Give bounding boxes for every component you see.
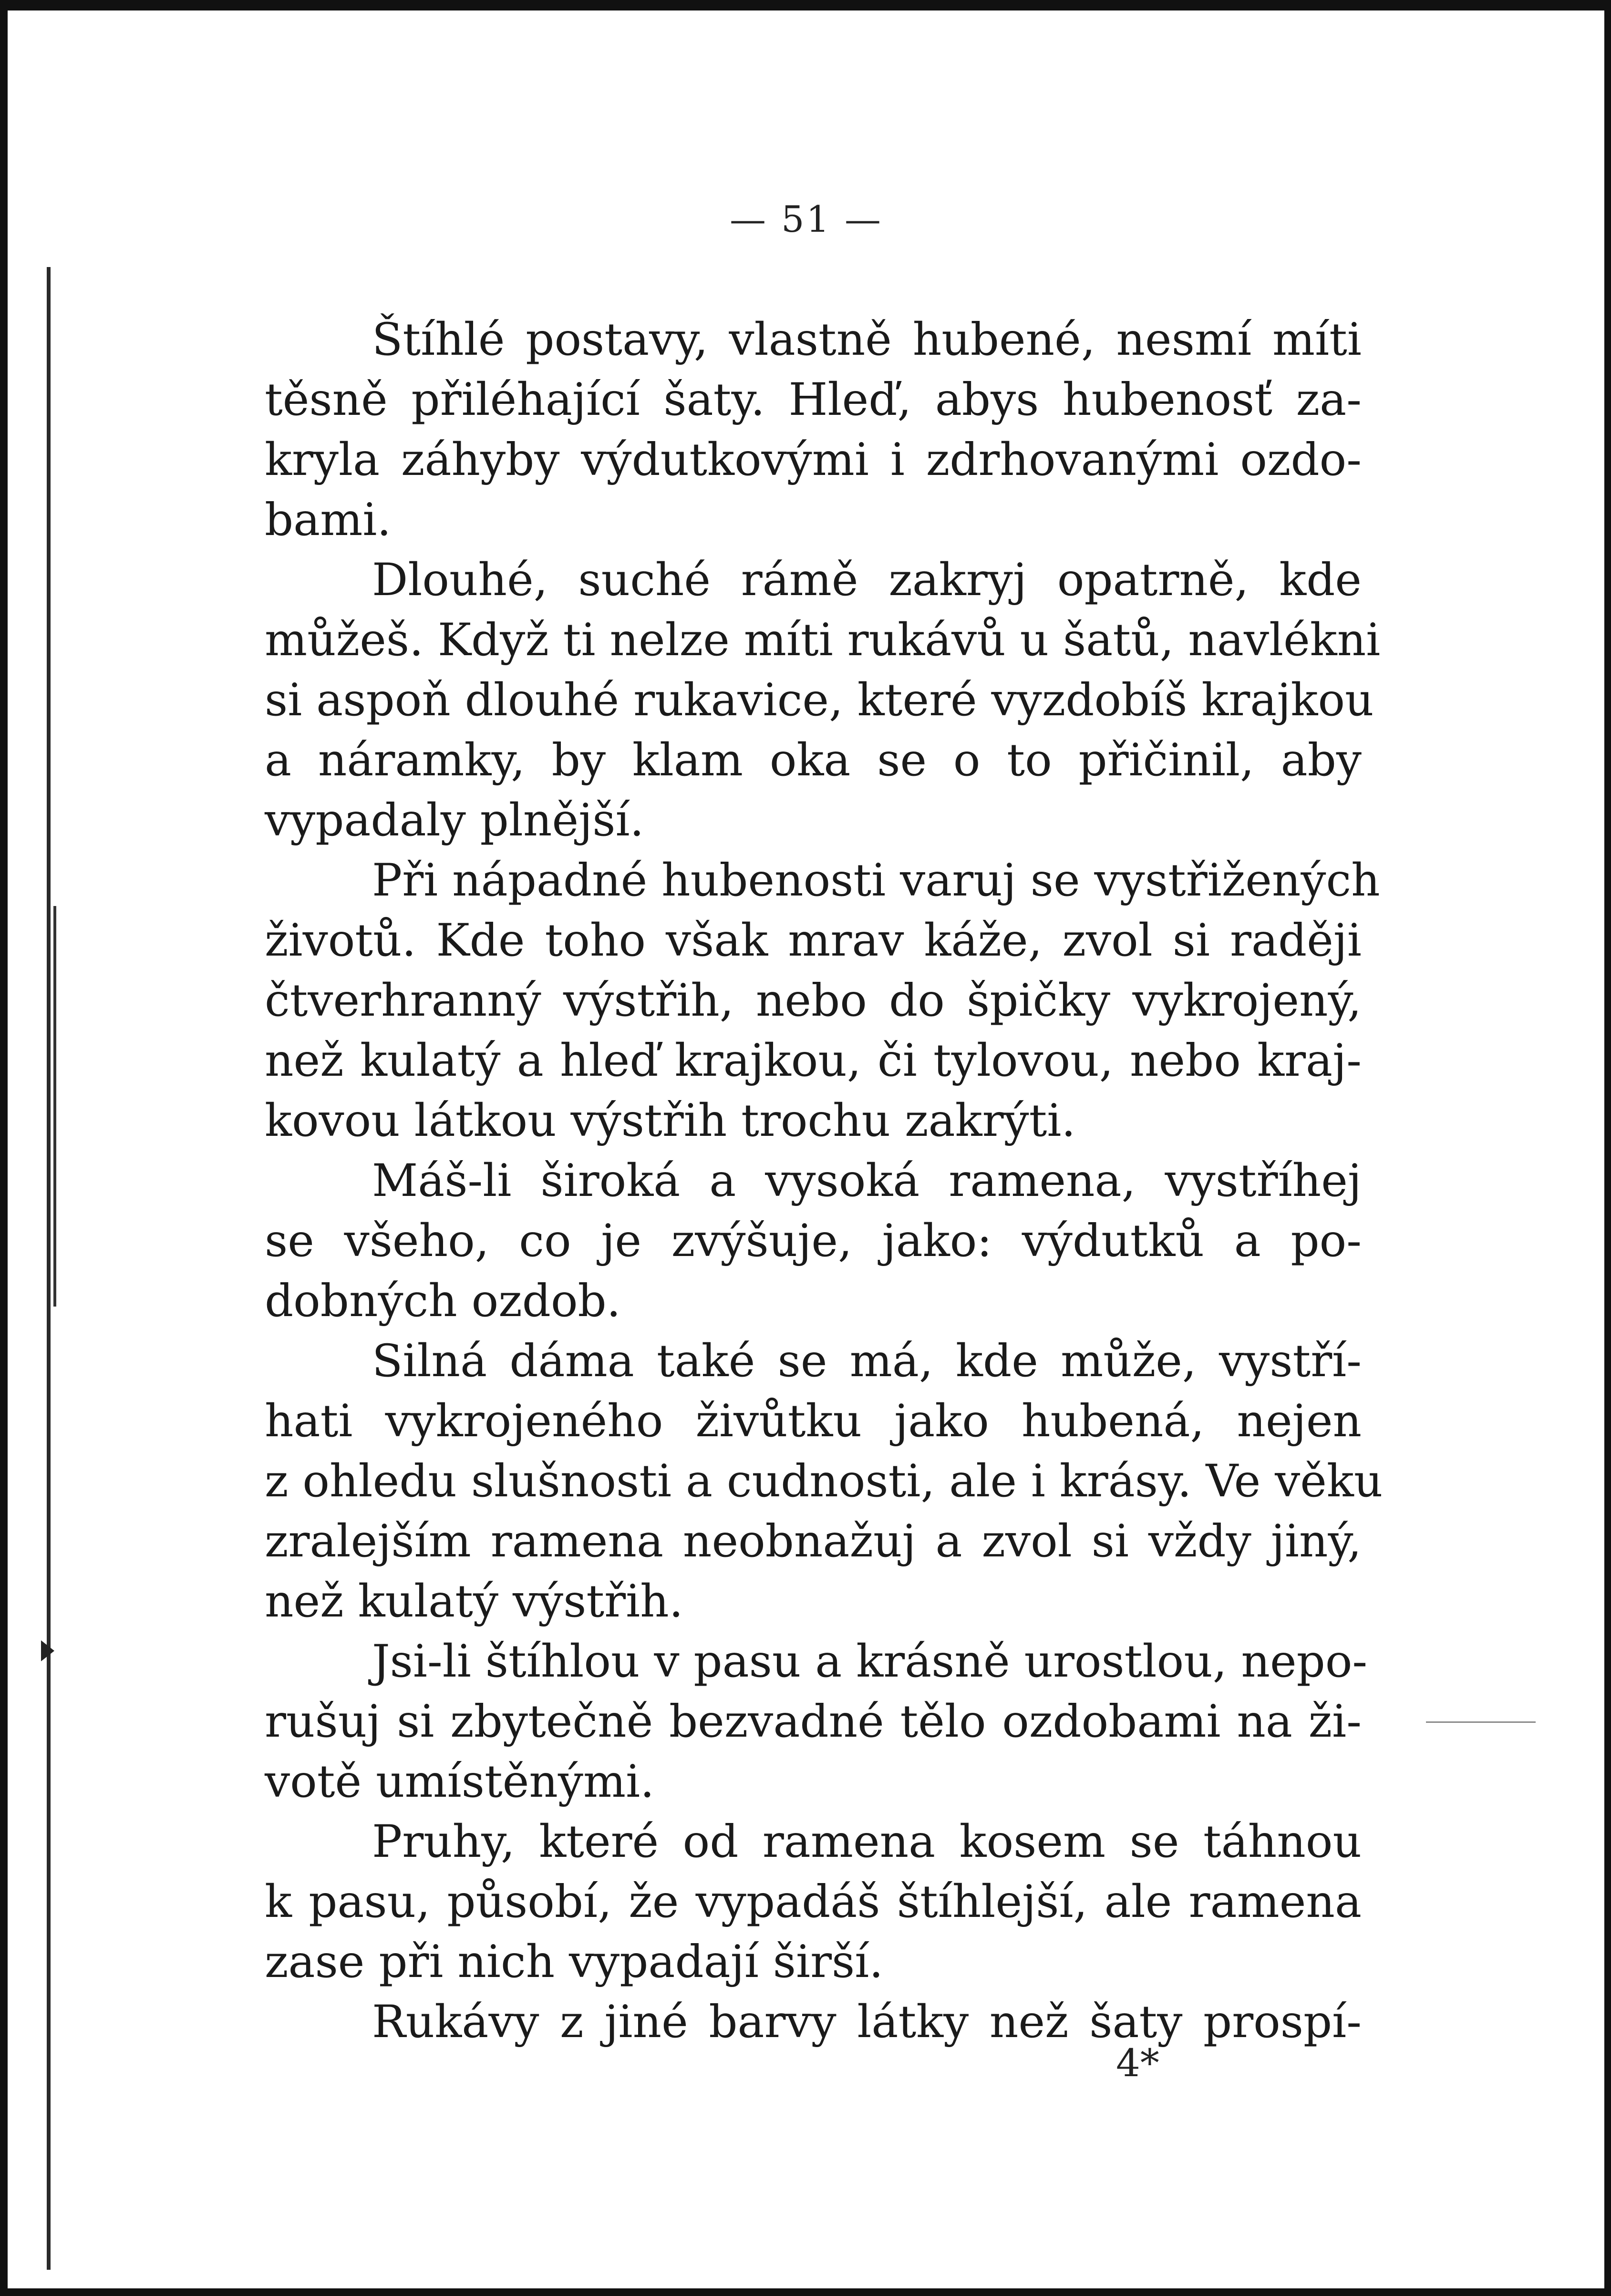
text-line: Štíhlé postavy, vlastně hubené, nesmí míti	[372, 314, 1362, 366]
body-text	[265, 310, 1383, 2052]
scan-edge-top	[0, 0, 1611, 10]
text-line: vypadaly plnější.	[265, 794, 644, 846]
text-line: Jsi-li štíhlou v pasu a krásně urostlou, nepo-	[372, 1636, 1368, 1688]
scan-edge-left	[0, 0, 8, 2296]
text-line: čtverhranný výstřih, nebo do špičky vykrojený,	[265, 975, 1362, 1027]
text-line: z ohledu slušnosti a cudnosti, ale i krásy. Ve věku	[265, 1455, 1383, 1507]
text-line: se všeho, co je zvýšuje, jako: výdutků a po-	[265, 1215, 1362, 1267]
text-line: dobných ozdob.	[265, 1275, 621, 1327]
text-line: Rukávy z jiné barvy látky než šaty prospí-	[372, 1996, 1362, 2048]
text-line: životů. Kde toho však mrav káže, zvol si raději	[265, 915, 1362, 967]
binding-marker-icon	[41, 1640, 54, 1661]
text-line: k pasu, působí, že vypadáš štíhlejší, ale ramena	[265, 1876, 1362, 1928]
binding-line	[47, 267, 51, 2270]
text-line: kovou látkou výstřih trochu zakrýti.	[265, 1095, 1076, 1147]
text-line: než kulatý výstřih.	[265, 1575, 683, 1627]
text-line: rušuj si zbytečně bezvadné tělo ozdobami na ži-	[265, 1696, 1362, 1748]
text-line: votě umístěnými.	[265, 1756, 655, 1808]
signature-mark: 4*	[1116, 2041, 1159, 2085]
text-line: si aspoň dlouhé rukavice, které vyzdobíš krajkou	[265, 674, 1374, 726]
page-number: — 51 —	[730, 198, 883, 240]
scan-edge-right	[1604, 0, 1611, 2296]
text-line: těsně přiléhající šaty. Hleď, abys hubenosť za-	[265, 374, 1362, 426]
text-line: než kulatý a hleď krajkou, či tylovou, nebo kraj-	[265, 1035, 1362, 1087]
text-line: Silná dáma také se má, kde může, vystří-	[372, 1335, 1362, 1387]
text-line: Pruhy, které od ramena kosem se táhnou	[372, 1816, 1362, 1868]
text-line: kryla záhyby výdutkovými i zdrhovanými ozdo-	[265, 434, 1362, 486]
text-line: Dlouhé, suché rámě zakryj opatrně, kde	[372, 554, 1362, 606]
text-line: hati vykrojeného živůtku jako hubená, nejen	[265, 1395, 1362, 1447]
binding-line-secondary	[53, 906, 56, 1307]
text-line: můžeš. Když ti nelze míti rukávů u šatů, navlékni	[265, 614, 1381, 666]
text-line: bami.	[265, 494, 392, 546]
text-line: a náramky, by klam oka se o to přičinil, aby	[265, 734, 1362, 786]
text-line: zralejším ramena neobnažuj a zvol si vždy jiný,	[265, 1515, 1362, 1567]
text-line: zase při nich vypadají širší.	[265, 1936, 884, 1988]
margin-dash	[1426, 1721, 1536, 1723]
text-line: Při nápadné hubenosti varuj se vystřižených	[372, 855, 1380, 906]
scan-edge-bottom	[0, 2288, 1611, 2296]
text-line: Máš-li široká a vysoká ramena, vystříhej	[372, 1155, 1362, 1207]
